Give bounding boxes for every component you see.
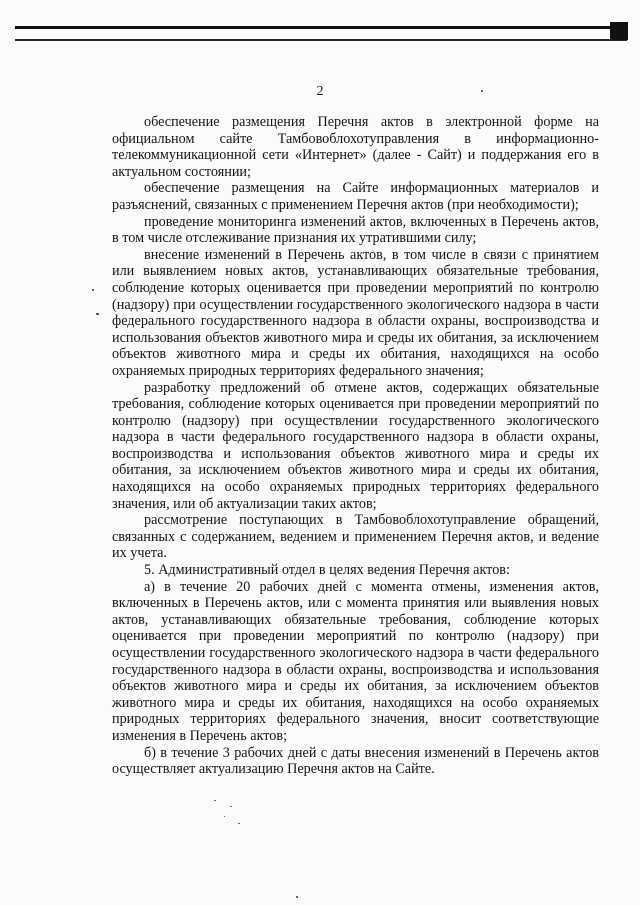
paragraph-site-publication: обеспечение размещения Перечня актов в электронной форме на официальном сайте Тамбовоблохотуправления в информационно-телекоммуникационной сети «Интернет» (далее - Сайт) и поддержания его в актуальном состоянии;: [112, 114, 599, 180]
scan-speck: [92, 289, 94, 291]
document-body: [112, 114, 599, 778]
scan-speck: [238, 823, 240, 824]
paragraph-appeals: рассмотрение поступающих в Тамбовоблохотуправление обращений, связанных с содержанием, ведением и применением Перечня актов, и ведение их учета.: [112, 512, 599, 562]
paragraph-amendments: внесение изменений в Перечень актов, в том числе в связи с принятием или выявлением новых актов, устанавливающих обязательные требования, соблюдение которых оценивается при проведении мероприятий по контролю (надзору) при осуществлении государственного экологического надзора в части федерального государственного надзора в области охраны, воспроизводства и использования объектов животного мира и среды их обитания, за исключением объектов животного мира и среды их обитания, находящихся на особо охраняемых природных территориях федерального значения;: [112, 246, 599, 379]
section-5-heading: 5. Административный отдел в целях ведения Перечня актов:: [144, 562, 510, 579]
scan-speck: [296, 896, 298, 898]
item-b: б) в течение 3 рабочих дней с даты внесения изменений в Перечень актов осуществляет актуализацию Перечня актов на Сайте.: [112, 744, 599, 778]
paragraph-monitoring: проведение мониторинга изменений актов, включенных в Перечень актов, в том числе отслеживание признания их утратившими силу;: [112, 213, 599, 247]
scan-speck: [224, 816, 225, 817]
scan-speck: [96, 313, 99, 315]
section-5-items: [112, 579, 599, 778]
page-number: 2: [316, 84, 324, 99]
scan-speck: [214, 800, 216, 801]
paragraph-explanations: обеспечение размещения на Сайте информационных материалов и разъяснений, связанных с применением Перечня актов (при необходимости);: [112, 180, 599, 213]
scan-speck: [481, 90, 483, 92]
item-a: а) в течение 20 рабочих дней с момента отмены, изменения актов, включенных в Перечень актов, или с момента принятия или выявления новых актов, устанавливающих обязательные требования, соблюдение которых оценивается при проведении мероприятий по контролю (надзору) при осуществлении государственного экологического надзора в части федерального государственного надзора в области охраны, воспроизводства и использования объектов животного мира и среды их обитания, за исключением объектов животного мира и среды их обитания, находящихся на особо охраняемых природных территориях федерального значения, вносит соответствующие изменения в Перечень актов;: [112, 578, 599, 744]
paragraph-repeal-proposals: разработку предложений об отмене актов, содержащих обязательные требования, соблюдение которых оценивается при проведении мероприятий по контролю (надзору) при осуществлении государственного экологического надзора в части федерального государственного надзора в области охраны, воспроизводства и использования объектов животного мира и среды их обитания, за исключением объектов животного мира и среды их обитания, находящихся на особо охраняемых природных территориях федерального значения, или об актуализации таких актов;: [112, 379, 599, 512]
scan-speck: [230, 806, 232, 807]
scan-corner-mark: [610, 22, 628, 40]
scan-top-border: [15, 26, 627, 41]
